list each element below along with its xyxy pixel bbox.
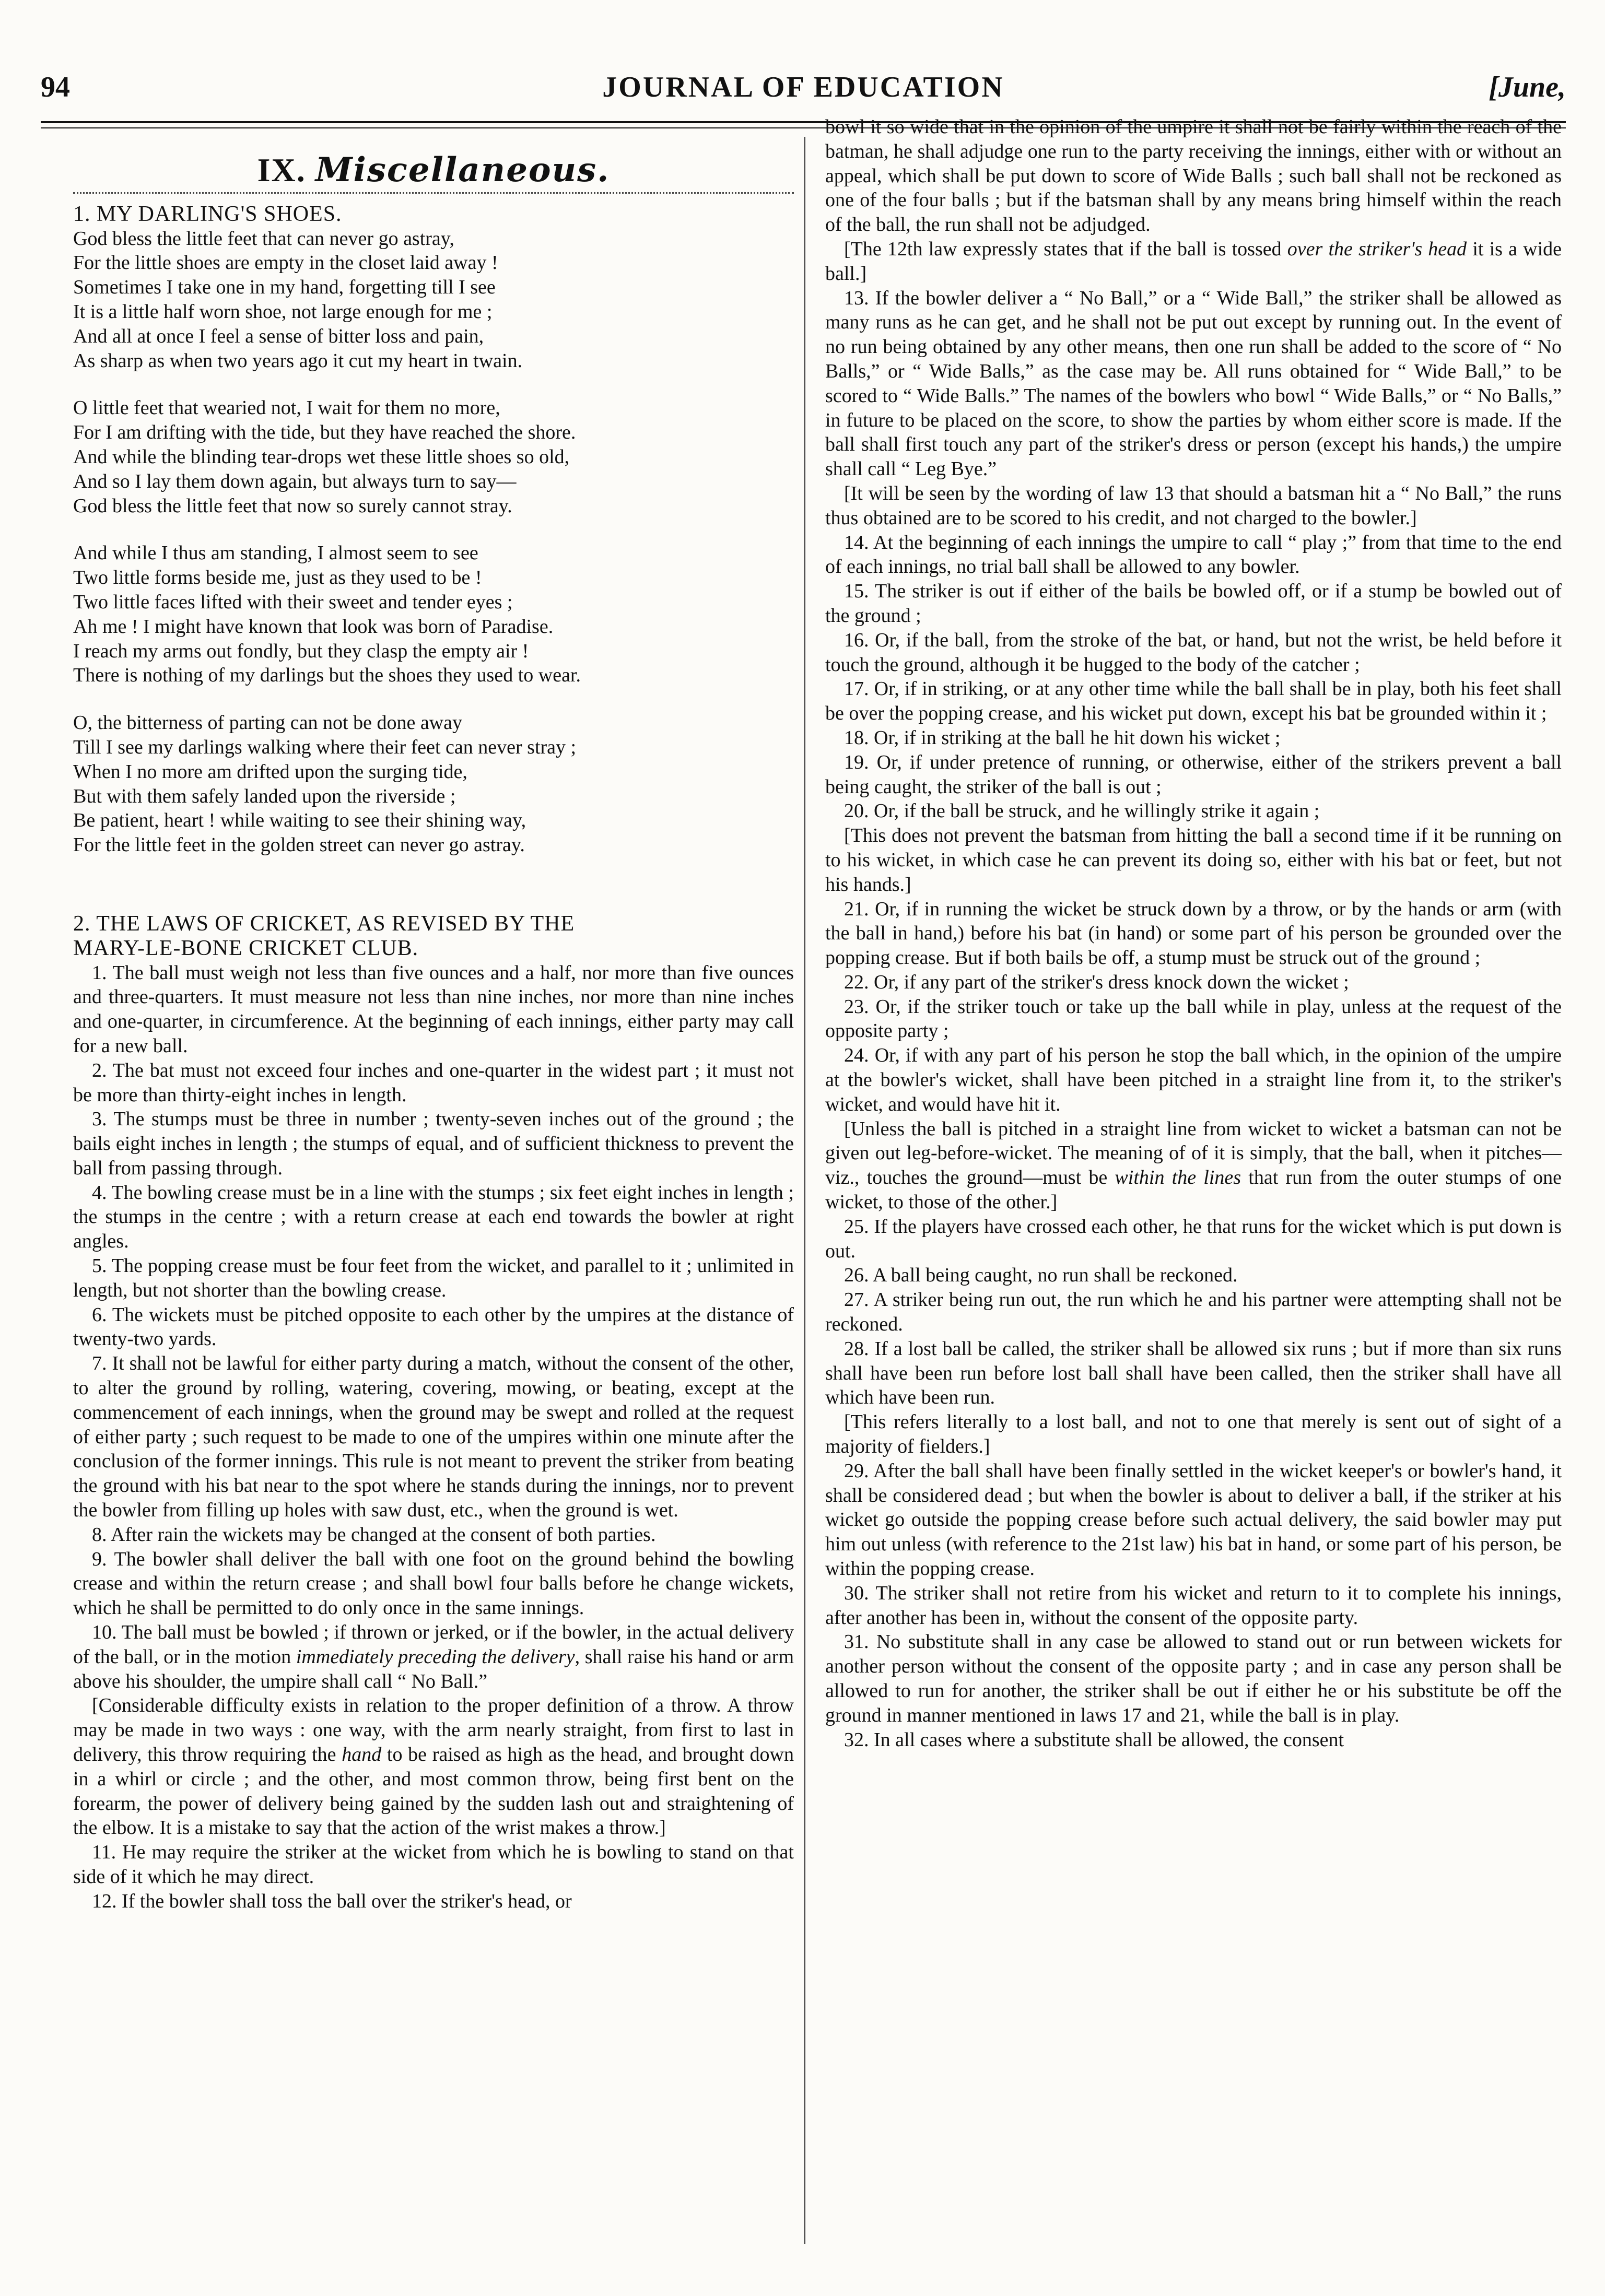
- poem-line: Ah me ! I might have known that look was born of Paradise.: [73, 615, 554, 638]
- poem-line: Till I see my darlings walking where their feet can never stray ;: [73, 736, 577, 758]
- poem-line: But with them safely landed upon the riverside ;: [73, 785, 456, 807]
- law-paragraph: 31. No substitute shall in any case be allowed to stand out or run between wickets for another person without the consent of the opposite party ; and in case any person shall be allowed to run for another, the striker shall be out if either he or his substitute be off the ground in manner mentioned in laws 17 and 21, while the ball is in play.: [825, 1631, 1562, 1726]
- poem-line: God bless the little feet that now so surely cannot stray.: [73, 494, 512, 517]
- poem-title: 1. MY DARLING'S SHOES.: [73, 202, 342, 226]
- law-paragraph: 32. In all cases where a substitute shall be allowed, the consent: [844, 1728, 1344, 1751]
- poem-line: Two little faces lifted with their sweet and tender eyes ;: [73, 591, 513, 613]
- poem-line: And so I lay them down again, but always turn to say—: [73, 470, 517, 492]
- law-paragraph: 4. The bowling crease must be in a line with the stumps ; six feet eight inches in length ; the stumps in the centre ; with a return crease at each end towards the bowler at right angles.: [73, 1181, 794, 1253]
- law-paragraph: 1. The ball must weigh not less than five ounces and a half, nor more than five ounces and three-quarters. It must measure not less than nine inches, nor more than nine inches and one-quarter, in circumference. At the beginning of each innings, either party may call for a new ball.: [73, 961, 794, 1057]
- law-paragraph: 5. The popping crease must be four feet from the wicket, and parallel to it ; unlimited in length, but not shorter than the bowling crease.: [73, 1255, 794, 1301]
- law-paragraph: 20. Or, if the ball be struck, and he willingly strike it again ;: [844, 800, 1320, 822]
- law-paragraph: 25. If the players have crossed each other, he that runs for the wicket which is put down is out.: [825, 1215, 1562, 1262]
- law-paragraph: 17. Or, if in striking, or at any other time while the ball shall be in play, both his feet shall be over the popping crease, and his wicket put down, except his bat be grounded within it ;: [825, 678, 1562, 725]
- law-paragraph: 7. It shall not be lawful for either party during a match, without the consent of the other, to alter the ground by rolling, watering, covering, mowing, or beating, except at the commencement of each innings, when the ground may be swept and rolled at the request of either party ; such request to be made to one of the umpires within one minute after the conclusion of the former innings. This rule is not meant to prevent the striker from beating the ground with his bat near to the spot where he stands during the innings, nor to prevent the bowler from filling up holes with saw dust, etc., when the ground is wet.: [73, 1352, 794, 1522]
- law-13-note: [It will be seen by the wording of law 13 that should a batsman hit a “ No Ball,” the runs thus obtained are to be scored to his credit, and not charged to the bowler.]: [825, 482, 1562, 529]
- law-12-continued: bowl it so wide that in the opinion of the umpire it shall not be fairly within the reach of the batman, he shall adjudge one run to the party receiving the innings, either with or without an appeal, which shall be put down to score of Wide Balls ; such ball shall not be reckoned as one of the four balls ; but if the batsman shall by any means bring himself within the reach of the ball, the run shall not be adjudged.: [825, 116, 1562, 236]
- law-11: 11. He may require the striker at the wicket from which he is bowling to stand on that side of it which he may direct.: [73, 1841, 794, 1888]
- poem-line: Be patient, heart ! while waiting to see their shining way,: [73, 809, 526, 832]
- running-header: [41, 70, 1566, 117]
- poem-line: For the little feet in the golden street can never go astray.: [73, 834, 525, 856]
- law-note: [This does not prevent the batsman from hitting the ball a second time if it be running on to his wicket, in which case he can prevent its doing so, either with his bat or feet, but not his hands.]: [825, 825, 1562, 896]
- poem-line: When I no more am drifted upon the surging tide,: [73, 760, 467, 783]
- law-paragraph: 6. The wickets must be pitched opposite to each other by the umpires at the distance of twenty-two yards.: [73, 1303, 794, 1350]
- section-divider: [73, 192, 794, 194]
- poem-line: God bless the little feet that can never go astray,: [73, 227, 454, 250]
- law-paragraph: 14. At the beginning of each innings the umpire to call “ play ;” from that time to the end of each innings, no trial ball shall be allowed to any bowler.: [825, 531, 1562, 578]
- law-paragraph: 16. Or, if the ball, from the stroke of the bat, or hand, but not the wrist, be held before it touch the ground, although it be hugged to the body of the catcher ;: [825, 629, 1562, 676]
- poem-stanza: [73, 711, 794, 857]
- law-paragraph: 15. The striker is out if either of the bails be bowled off, or if a stump be bowled out of the ground ;: [825, 580, 1562, 627]
- law-paragraph: 3. The stumps must be three in number ; twenty-seven inches out of the ground ; the bails eight inches in length ; the stumps of equal, and of sufficient thickness to prevent the ball from passing through.: [73, 1108, 794, 1179]
- law-10: 10. The ball must be bowled ; if thrown or jerked, or if the bowler, in the actual delivery of the ball, or in the motion immediately preceding the delivery, shall raise his hand or arm above his shoulder, the umpire shall call “ No Ball.”: [73, 1621, 794, 1692]
- law-paragraph: 27. A striker being run out, the run which he and his partner were attempting shall not be reckoned.: [825, 1289, 1562, 1336]
- law-paragraph: 22. Or, if any part of the striker's dress knock down the wicket ;: [844, 971, 1349, 993]
- page-number: 94: [41, 71, 70, 103]
- poem-line: And all at once I feel a sense of bitter loss and pain,: [73, 325, 484, 347]
- poem-stanza: [73, 396, 794, 518]
- section-title: Miscellaneous.: [315, 150, 610, 190]
- law-note: [This refers literally to a lost ball, and not to one that merely is sent out of sight of a majority of fielders.]: [825, 1411, 1562, 1458]
- article-title-line1: 2. THE LAWS OF CRICKET, AS REVISED BY THE: [73, 911, 575, 936]
- poem-line: And while the blinding tear-drops wet these little shoes so old,: [73, 445, 570, 468]
- poem-stanza: [73, 541, 794, 688]
- law-paragraph: 2. The bat must not exceed four inches and one-quarter in the widest part ; it must not be more than thirty-eight inches in length.: [73, 1059, 794, 1106]
- poem-line: And while I thus am standing, I almost seem to see: [73, 542, 478, 564]
- journal-title: JOURNAL OF EDUCATION: [602, 71, 1004, 103]
- law-24-note: [Unless the ball is pitched in a straight line from wicket to wicket a batsman can not be given out leg-before-wicket. The meaning of of it is simply, that the ball, when it pitches—viz., touches the ground—must be within the lines that run from the outer stumps of one wicket, to those of the other.]: [825, 1117, 1562, 1214]
- poem-line: For I am drifting with the tide, but they have reached the shore.: [73, 421, 576, 444]
- law-13: 13. If the bowler deliver a “ No Ball,” or a “ Wide Ball,” the striker shall be allowed as many runs as he can get, and he shall not be put out except by running out. In the event of no run being obtained by any other means, then one run shall be added to the score of “ No Balls,” or “ Wide Balls,” as the case may be. All runs obtained for “ Wide Ball,” to be scored to “ Wide Balls.” The names of the bowlers who bowl “ Wide Balls,” or “ No Balls,” in future to be placed on the score, to show the parties by whom either score is made. If the ball shall first touch any part of the striker's dress or person (except his hands,) the umpire shall call “ Leg Bye.”: [825, 287, 1562, 480]
- column-divider: [804, 137, 805, 2244]
- poem-body: [73, 227, 794, 857]
- poem-line: O, the bitterness of parting can not be done away: [73, 712, 462, 734]
- poem-line: There is nothing of my darlings but the shoes they used to wear.: [73, 664, 581, 687]
- law-paragraph: 21. Or, if in running the wicket be struck down by a throw, or by the hands or arm (with the ball in hand,) before his bat (in hand) or some part of his person be grounded over the popping crease. But if both bails be off, a stump must be struck out of the ground ;: [825, 898, 1562, 969]
- header-month: [June,: [1489, 71, 1566, 103]
- law-paragraph: 29. After the ball shall have been finally settled in the wicket keeper's or bowler's hand, it shall be considered dead ; but when the bowler is about to deliver a ball, if the striker at his wicket go outside the popping crease before such actual delivery, the said bowler may put him out unless (with reference to the 21st law) his bat in hand, or some part of his person, be within the popping crease.: [825, 1459, 1562, 1580]
- law-paragraph: 18. Or, if in striking at the ball he hit down his wicket ;: [844, 726, 1281, 749]
- left-column: [73, 138, 794, 2248]
- poem-line: It is a little half worn shoe, not large enough for me ;: [73, 300, 493, 323]
- right-column: [825, 115, 1562, 2235]
- law-paragraph: 24. Or, if with any part of his person he stop the ball which, in the opinion of the umpire at the bowler's wicket, shall have been pitched in a straight line from it, to the striker's wicket, and would have hit it.: [825, 1044, 1562, 1115]
- law-paragraph: 26. A ball being caught, no run shall be reckoned.: [844, 1264, 1238, 1287]
- article-title-line2: MARY-LE-BONE CRICKET CLUB.: [73, 936, 419, 960]
- law-paragraph: 8. After rain the wickets may be changed at the consent of both parties.: [92, 1523, 656, 1546]
- law-paragraph: 23. Or, if the striker touch or take up the ball while in play, unless at the request of the opposite party ;: [825, 995, 1562, 1042]
- law-paragraph: 30. The striker shall not retire from his wicket and return to it to complete his innings, after another has been in, without the consent of the opposite party.: [825, 1582, 1562, 1629]
- poem-line: I reach my arms out fondly, but they clasp the empty air !: [73, 640, 529, 662]
- law-paragraph: 28. If a lost ball be called, the striker shall be allowed six runs ; but if more than six runs shall have been run before lost ball shall have been called, then the striker shall have all which have been run.: [825, 1337, 1562, 1409]
- law-12-start: 12. If the bowler shall toss the ball over the striker's head, or: [92, 1890, 572, 1912]
- section-number: IX.: [257, 151, 306, 189]
- law-12-note: [The 12th law expressly states that if the ball is tossed over the striker's head it is a wide ball.]: [825, 238, 1562, 285]
- poem-line: Two little forms beside me, just as they used to be !: [73, 567, 482, 589]
- law-paragraph: 19. Or, if under pretence of running, or otherwise, either of the strikers prevent a ball being caught, the striker of the ball is out ;: [825, 751, 1562, 798]
- poem-line: Sometimes I take one in my hand, forgetting till I see: [73, 276, 496, 299]
- law-10-note: [Considerable difficulty exists in relation to the proper definition of a throw. A throw may be made in two ways : one way, with the arm nearly straight, from first to last in delivery, this throw requiring the hand to be raised as high as the head, and brought down in a whirl or circle ; and the other, and most common throw, being first bent on the forearm, the power of delivery being gained by the sudden lash out and straightening of the elbow. It is a mistake to say that the action of the wrist makes a throw.]: [73, 1694, 794, 1839]
- poem-line: For the little shoes are empty in the closet laid away !: [73, 252, 498, 274]
- section-heading: [73, 150, 794, 190]
- poem-stanza: [73, 227, 794, 373]
- law-paragraph: 9. The bowler shall deliver the ball with one foot on the ground behind the bowling crease and within the return crease ; and shall bowl four balls before he change wickets, which he shall be permitted to do only once in the same innings.: [73, 1548, 794, 1619]
- poem-line: As sharp as when two years ago it cut my heart in twain.: [73, 349, 523, 372]
- poem-line: O little feet that wearied not, I wait for them no more,: [73, 397, 500, 419]
